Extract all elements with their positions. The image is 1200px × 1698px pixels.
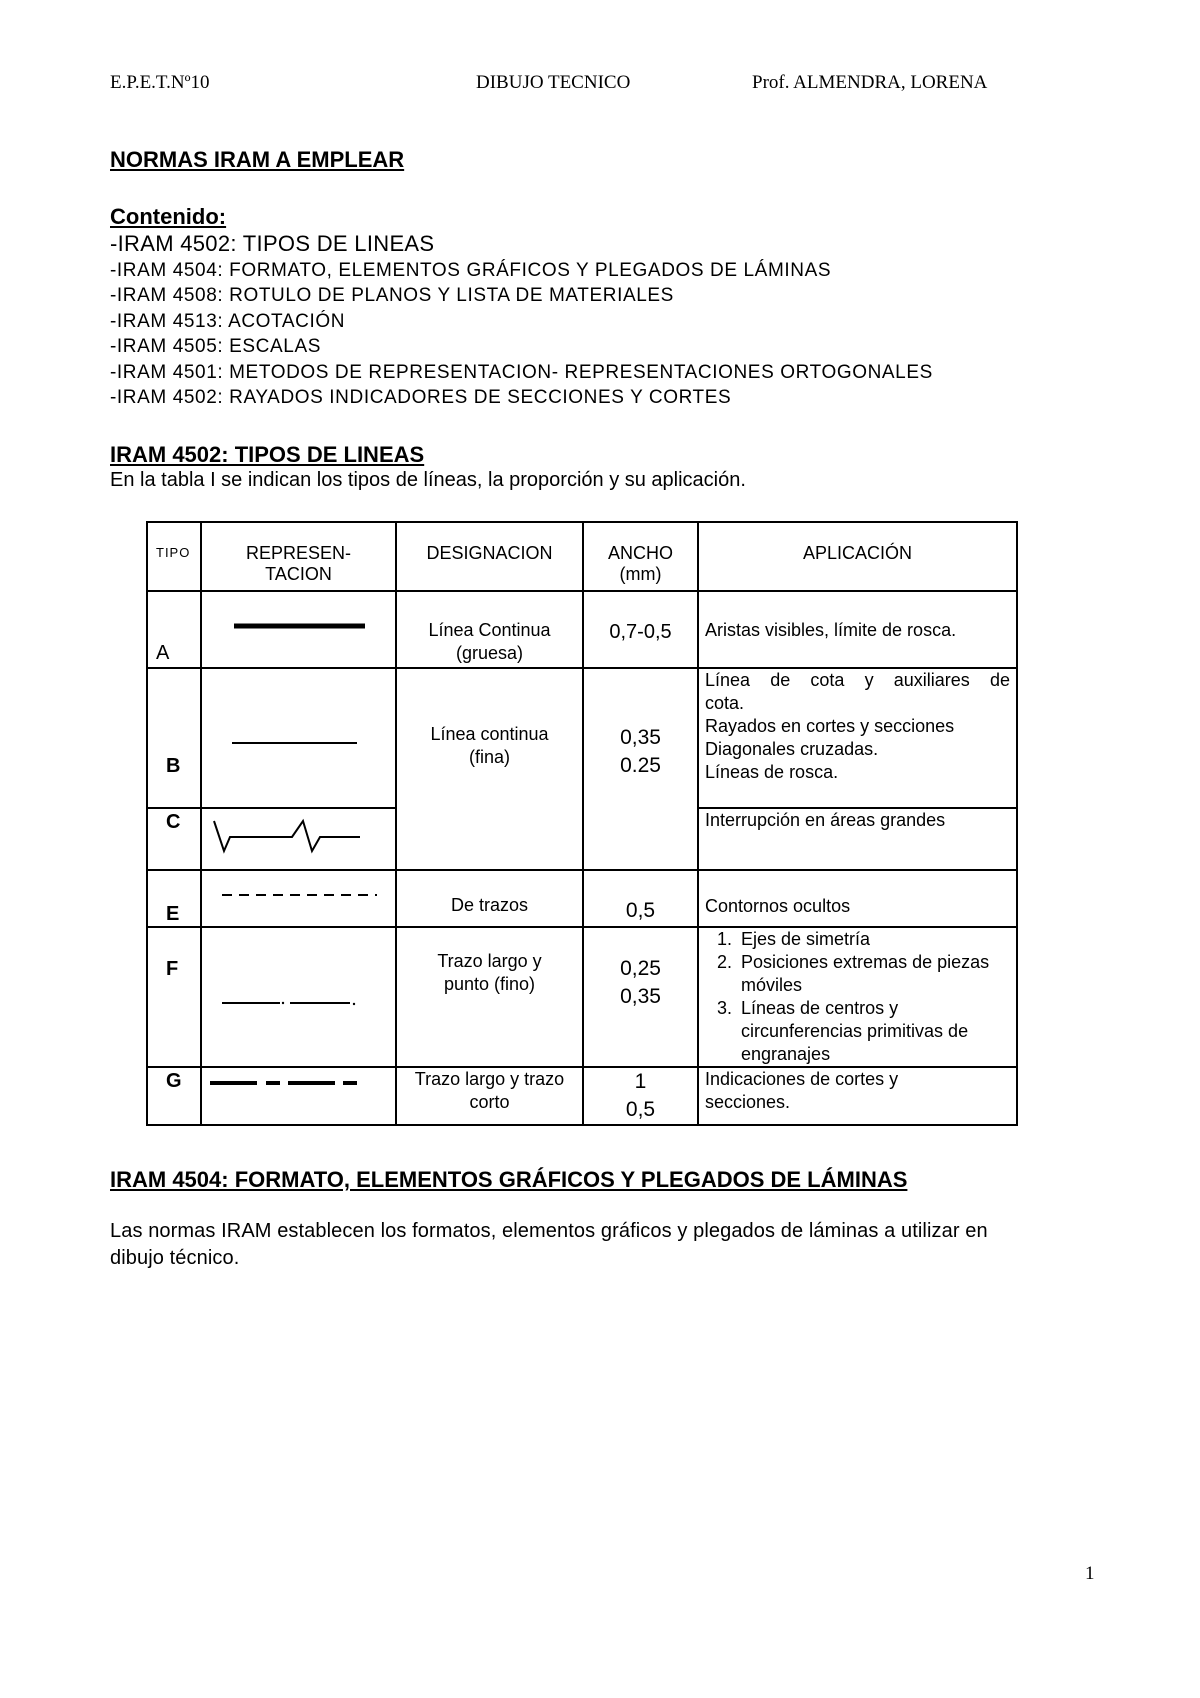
row-b-aplicacion-line2: cota. — [705, 693, 745, 713]
section-formato-paragraph-line1: Las normas IRAM establecen los formatos, elementos gráficos y plegados de láminas a utilizar en — [110, 1220, 988, 1242]
row-b-aplicacion-cell — [698, 668, 1017, 808]
section-formato-heading: IRAM 4504: FORMATO, ELEMENTOS GRÁFICOS Y PLEGADOS DE LÁMINAS — [110, 1167, 908, 1192]
header-aplicacion: APLICACIÓN — [802, 543, 913, 563]
row-a-ancho-cell — [583, 591, 698, 668]
header-representacion-line2: TACION — [265, 564, 332, 584]
dashed-line-sample — [202, 871, 395, 926]
row-e-ancho: 0,5 — [625, 899, 656, 922]
section-tipos-de-lineas-heading: IRAM 4502: TIPOS DE LINEAS — [110, 442, 425, 467]
contents-item-2: -IRAM 4504: FORMATO, ELEMENTOS GRÁFICOS Y PLEGADOS DE LÁMINAS — [110, 260, 832, 281]
row-c-aplicacion-cell — [698, 808, 1017, 870]
row-g-tipo: G — [166, 1070, 182, 1092]
row-f-tipo-cell — [147, 927, 201, 1067]
long-dash-dot-line-sample — [202, 928, 395, 1066]
row-c-tipo: C — [166, 811, 181, 833]
row-g-representation-cell — [201, 1067, 396, 1125]
row-f-ancho-cell — [583, 927, 698, 1067]
row-g-aplicacion-line2: secciones. — [705, 1092, 791, 1112]
table-row-b — [147, 668, 1017, 808]
thin-continuous-line-sample — [202, 669, 395, 807]
row-b-ancho-line2: 0.25 — [620, 754, 661, 777]
row-g-aplicacion-line1: Indicaciones de cortes y — [705, 1069, 899, 1089]
contents-heading: Contenido: — [110, 204, 227, 229]
row-b-tipo-cell — [147, 668, 201, 808]
row-g-ancho-line2: 0,5 — [625, 1098, 656, 1121]
header-tipo: TIPO — [156, 545, 191, 560]
row-f-aplicacion-item-3: 3. Líneas de centros y circunferencias primitivas de engranajes — [737, 997, 1016, 1066]
row-b-designacion-line2: (fina) — [468, 747, 510, 767]
row-a-designacion-line2: (gruesa) — [455, 643, 524, 663]
header-school: E.P.E.T.Nº10 — [110, 72, 210, 93]
header-representacion-cell — [201, 522, 396, 591]
row-e-representation-cell — [201, 870, 396, 927]
contents-item-1: -IRAM 4502: TIPOS DE LINEAS — [110, 231, 435, 256]
row-f-aplicacion-cell — [698, 927, 1017, 1067]
row-e-designacion-cell — [396, 870, 583, 927]
row-f-designacion-cell — [396, 927, 583, 1067]
row-b-tipo: B — [166, 755, 181, 777]
section-tipos-de-lineas-intro: En la tabla I se indican los tipos de líneas, la proporción y su aplicación. — [110, 469, 746, 491]
contents-item-3: -IRAM 4508: ROTULO DE PLANOS Y LISTA DE MATERIALES — [110, 285, 674, 306]
row-c-aplicacion: Interrupción en áreas grandes — [705, 810, 946, 830]
row-a-tipo: A — [156, 642, 170, 664]
header-ancho-cell — [583, 522, 698, 591]
row-g-designacion-line2: corto — [469, 1092, 510, 1112]
row-a-representation-cell — [201, 591, 396, 668]
row-b-ancho-line1: 0,35 — [620, 726, 661, 749]
row-f-tipo: F — [166, 958, 179, 980]
row-c-tipo-cell — [147, 808, 201, 870]
row-g-aplicacion-cell — [698, 1067, 1017, 1125]
row-a-designacion-cell — [396, 591, 583, 668]
row-f-ancho-line1: 0,25 — [620, 957, 661, 980]
row-g-ancho-line1: 1 — [634, 1070, 647, 1093]
header-designacion-cell — [396, 522, 583, 591]
row-g-designacion-line1: Trazo largo y trazo — [414, 1069, 565, 1089]
row-bc-ancho-cell — [583, 668, 698, 870]
thick-continuous-line-sample — [202, 592, 395, 667]
row-e-tipo-cell — [147, 870, 201, 927]
page-title: NORMAS IRAM A EMPLEAR — [110, 147, 405, 172]
row-b-aplicacion-line3: Rayados en cortes y secciones — [705, 716, 955, 736]
header-designacion: DESIGNACION — [426, 543, 553, 563]
row-e-ancho-cell — [583, 870, 698, 927]
long-short-dash-line-sample — [202, 1068, 395, 1123]
section-formato-paragraph-line2: dibujo técnico. — [110, 1247, 240, 1269]
row-g-ancho-cell — [583, 1067, 698, 1125]
row-e-tipo: E — [166, 903, 180, 925]
header-aplicacion-cell — [698, 522, 1017, 591]
row-b-aplicacion-line1: Línea de cota y auxiliares de — [705, 670, 1010, 690]
contents-item-4: -IRAM 4513: ACOTACIÓN — [110, 311, 346, 332]
row-f-aplicacion-item-1: 1. Ejes de simetría — [737, 928, 1016, 951]
row-f-representation-cell — [201, 927, 396, 1067]
contents-item-6: -IRAM 4501: METODOS DE REPRESENTACION- REPRESENTACIONES ORTOGONALES — [110, 362, 933, 383]
header-ancho-line1: ANCHO — [607, 543, 673, 563]
row-a-aplicacion: Aristas visibles, límite de rosca. — [705, 620, 957, 640]
row-g-tipo-cell — [147, 1067, 201, 1125]
row-e-aplicacion: Contornos ocultos — [705, 896, 851, 916]
row-a-aplicacion-cell — [698, 591, 1017, 668]
row-a-ancho: 0,7-0,5 — [609, 621, 672, 643]
row-b-aplicacion-line5: Líneas de rosca. — [705, 762, 839, 782]
row-b-aplicacion-line4: Diagonales cruzadas. — [705, 739, 879, 759]
table-row-a — [147, 591, 1017, 668]
table-header-row — [147, 522, 1017, 591]
contents-item-7: -IRAM 4502: RAYADOS INDICADORES DE SECCIONES Y CORTES — [110, 387, 732, 408]
row-f-ancho-line2: 0,35 — [620, 985, 661, 1008]
row-f-aplicacion-list — [699, 928, 1016, 1066]
row-bc-designacion-cell — [396, 668, 583, 870]
row-b-designacion-line1: Línea continua — [430, 724, 549, 744]
header-subject: DIBUJO TECNICO — [476, 72, 631, 93]
row-f-aplicacion-item-2: 2. Posiciones extremas de piezas móviles — [737, 951, 1016, 997]
header-tipo-cell — [147, 522, 201, 591]
row-a-designacion-line1: Línea Continua — [428, 620, 551, 640]
table-row-g — [147, 1067, 1017, 1125]
row-e-aplicacion-cell — [698, 870, 1017, 927]
contents-item-5: -IRAM 4505: ESCALAS — [110, 336, 321, 357]
line-types-table — [146, 521, 1018, 1126]
page-number: 1 — [1085, 1563, 1095, 1584]
table-row-e — [147, 870, 1017, 927]
row-e-designacion: De trazos — [450, 895, 529, 915]
zigzag-break-line-sample — [202, 809, 395, 869]
row-a-tipo-cell — [147, 591, 201, 668]
row-g-designacion-cell — [396, 1067, 583, 1125]
row-c-representation-cell — [201, 808, 396, 870]
header-representacion-line1: REPRESEN- — [245, 543, 352, 563]
table-row-f — [147, 927, 1017, 1067]
row-b-representation-cell — [201, 668, 396, 808]
row-f-designacion-line2: punto (fino) — [443, 974, 536, 994]
header-teacher: Prof. ALMENDRA, LORENA — [752, 72, 988, 93]
header-ancho-line2: (mm) — [619, 564, 662, 584]
row-f-designacion-line1: Trazo largo y — [437, 951, 542, 971]
